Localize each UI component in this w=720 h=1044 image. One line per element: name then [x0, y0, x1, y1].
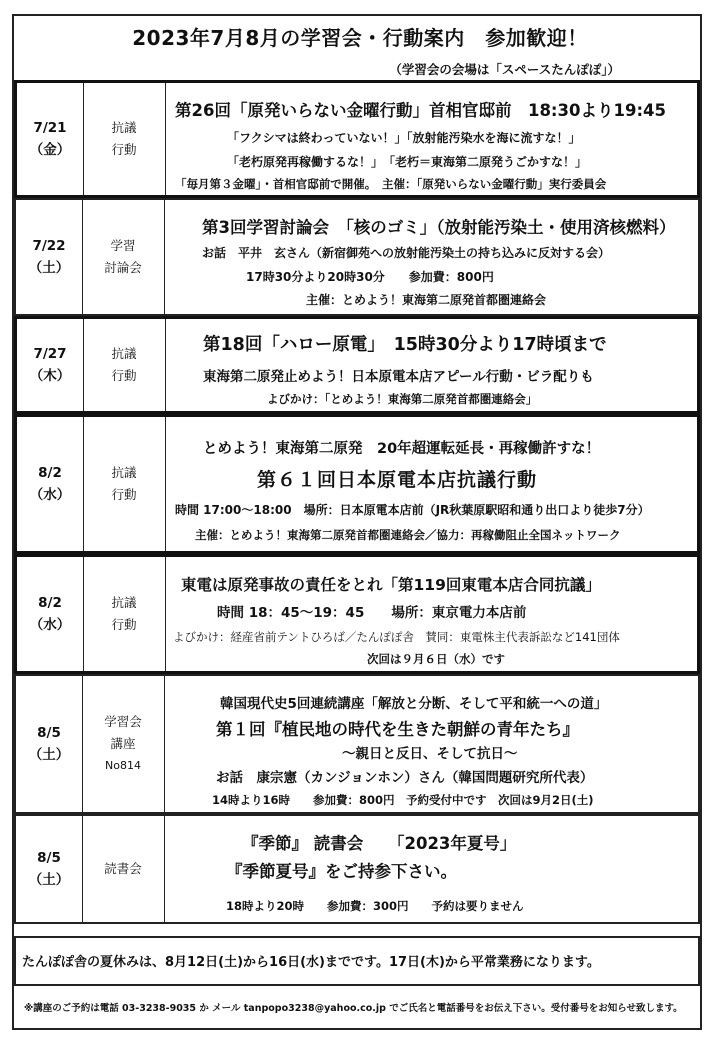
- event-day: （木）: [29, 368, 71, 384]
- event-description: 東海第二原発止めよう！日本原電本店アピール行動・ビラ配りも: [203, 369, 594, 385]
- event-body: [167, 557, 691, 671]
- event-day: （水）: [29, 617, 71, 633]
- event-date-cell: [17, 417, 84, 551]
- event-organizer: 主催：とめよう！東海第二原発首都圏連絡会: [306, 293, 547, 307]
- event-kind: 学習: [110, 238, 136, 253]
- event-date-cell: [16, 816, 83, 922]
- event-day: （土）: [28, 260, 70, 276]
- event-body: [166, 816, 692, 922]
- event-headline: 第６１回日本原電本店抗議行動: [257, 469, 538, 491]
- event-date-cell: [16, 676, 83, 812]
- page-subtitle: （学習会の会場は「スペースたんぽぽ」）: [389, 62, 620, 77]
- holiday-notice: [14, 936, 700, 986]
- event-kind: 抗議: [111, 120, 137, 135]
- event-time-fee: 17時30分より20時30分 参加費：800円: [246, 270, 494, 284]
- event-row: [14, 198, 700, 316]
- event-date-cell: [17, 557, 84, 671]
- event-body: [166, 200, 692, 314]
- event-kind: 行動: [111, 368, 137, 383]
- event-kind: 行動: [111, 487, 137, 502]
- event-row: [14, 674, 700, 814]
- event-day: （金）: [29, 142, 71, 158]
- event-day: （水）: [29, 487, 71, 503]
- page-title: 2023年7月8月の学習会・行動案内 参加歓迎！: [132, 26, 588, 50]
- event-body: [166, 676, 692, 812]
- event-headline: 第18回「ハロー原電」 15時30分より17時頃まで: [203, 335, 607, 355]
- footer-contact: ※講座のご予約は電話 03-3238-9035 か メール tanpopo3238@yahoo.co.jp でご氏名と電話番号をお伝え下さい。受付番号をお知らせ致します。: [24, 1003, 683, 1014]
- event-date: 8/2: [38, 465, 62, 481]
- event-kind-cell: [83, 417, 166, 551]
- event-slogan: 「フクシマは終わっていない！」「放射能汚染水を海に流すな！」: [227, 131, 581, 145]
- event-organizer: 主催：とめよう！東海第二原発首都圏連絡会／協力：再稼働阻止全国ネットワーク: [195, 528, 621, 542]
- event-kind-cell: [82, 816, 165, 922]
- event-kind-cell: [83, 319, 166, 411]
- event-date: 8/5: [37, 725, 61, 741]
- event-body: [167, 319, 691, 411]
- event-date: 7/21: [33, 120, 67, 136]
- event-kind: 抗議: [111, 346, 137, 361]
- event-time-place: 時間 18：45～19：45 場所：東京電力本店前: [217, 605, 527, 621]
- event-day: （土）: [28, 872, 70, 888]
- event-kind: 学習会: [104, 714, 142, 729]
- event-kind-cell: [82, 676, 165, 812]
- event-headline: 『季節』 読書会 「2023年夏号」: [242, 834, 517, 853]
- event-kind: 討論会: [104, 260, 142, 275]
- event-description: 『季節夏号』をご持参下さい。: [226, 862, 457, 881]
- event-day: （土）: [28, 747, 70, 763]
- event-row: [14, 814, 700, 924]
- event-organizer: よびかけ：経産省前テントひろば／たんぽぽ舎 賛同：東電株主代表訴訟など141団体: [173, 630, 620, 644]
- event-kind: 読書会: [104, 861, 142, 876]
- event-date: 8/5: [37, 850, 61, 866]
- event-kind-cell: [83, 83, 166, 195]
- event-subtitle: ～親日と反日、そして抗日～: [342, 746, 518, 762]
- event-kind: 抗議: [111, 465, 137, 480]
- event-headline: 第１回『植民地の時代を生きた朝鮮の青年たち』: [216, 720, 579, 739]
- event-series-title: 韓国現代史5回連続講座「解放と分断、そして平和統一への道」: [220, 696, 608, 712]
- event-row: [14, 414, 700, 554]
- event-headline: 東電は原発事故の責任をとれ「第119回東電本店合同抗議」: [181, 576, 601, 594]
- event-row: [14, 316, 700, 414]
- event-slogan: 「老朽原発再稼働するな！」 「老朽＝東海第二原発うごかすな！」: [227, 155, 588, 169]
- event-kind: 抗議: [111, 595, 137, 610]
- event-time-place: 時間 17:00～18:00 場所：日本原電本店前（JR秋葉原駅昭和通り出口より徒歩7分）: [175, 503, 650, 517]
- event-body: [167, 83, 691, 195]
- event-organizer: よびかけ：「とめよう！東海第二原発首都圏連絡会」: [267, 392, 538, 406]
- event-time-fee: 14時より16時 参加費：800円 予約受付中です 次回は9月2日(土): [212, 793, 594, 807]
- event-headline: 第26回「原発いらない金曜行動」首相官邸前 18:30より19:45: [175, 101, 667, 120]
- event-speaker: お話 平井 玄さん（新宿御苑への放射能汚染土の持ち込みに反対する会）: [202, 246, 611, 260]
- event-date-cell: [17, 83, 84, 195]
- event-slogan: とめよう！東海第二原発 20年超運転延長・再稼働許すな！: [203, 441, 601, 457]
- event-next: 次回は９月６日（水）です: [367, 652, 505, 666]
- event-course-number: No814: [105, 759, 141, 772]
- event-kind: 講座: [110, 736, 136, 751]
- event-date: 7/22: [32, 238, 66, 254]
- event-date-cell: [17, 319, 84, 411]
- event-organizer: 「毎月第３金曜」・首相官邸前で開催。 主催：「原発いらない金曜行動」実行委員会: [175, 177, 607, 191]
- event-kind-cell: [82, 200, 165, 314]
- event-time-fee: 18時より20時 参加費：300円 予約は要りません: [226, 899, 524, 913]
- event-body: [167, 417, 691, 551]
- event-date-cell: [16, 200, 83, 314]
- event-kind: 行動: [111, 617, 137, 632]
- event-date: 7/27: [33, 346, 67, 362]
- holiday-notice-text: たんぽぽ舎の夏休みは、8月12日(土)から16日(水)までです。17日(木)から平常業務になります。: [22, 955, 600, 970]
- event-headline: 第3回学習討論会 「核のゴミ」（放射能汚染土・使用済核燃料）: [202, 218, 676, 237]
- event-kind-cell: [83, 557, 166, 671]
- event-kind: 行動: [111, 142, 137, 157]
- event-row: [14, 80, 700, 198]
- event-row: [14, 554, 700, 674]
- event-date: 8/2: [38, 595, 62, 611]
- event-speaker: お話 康宗憲（カンジョンホン）さん（韓国問題研究所代表）: [216, 770, 594, 786]
